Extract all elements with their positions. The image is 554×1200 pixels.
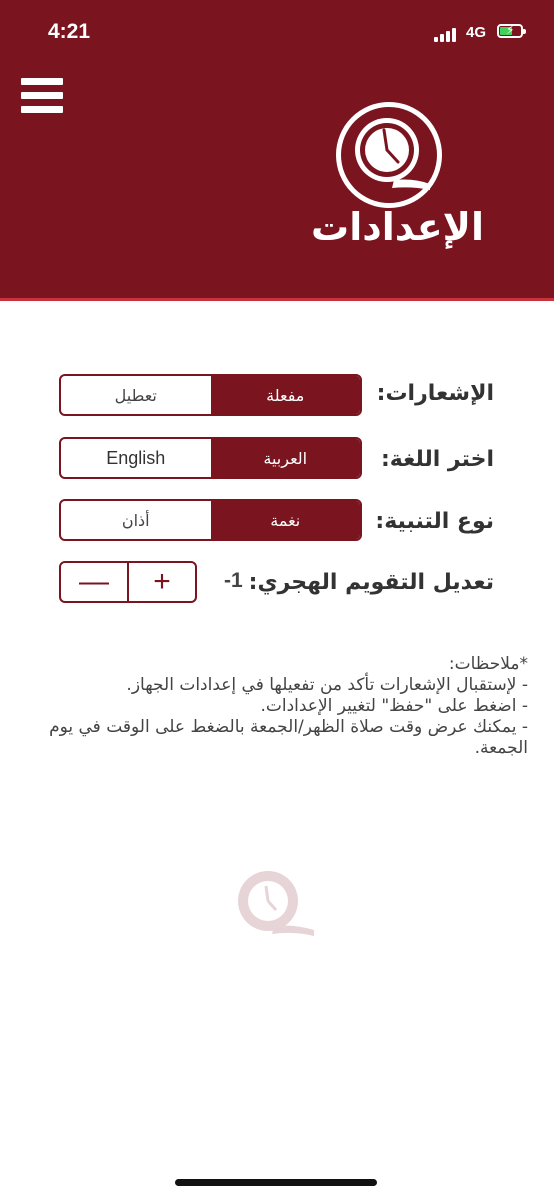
hijri-label: تعديل التقويم الهجري: (248, 570, 494, 595)
alert-tone-option[interactable]: نغمة (211, 501, 361, 539)
watermark-logo-icon (234, 868, 318, 938)
status-bar (0, 0, 554, 70)
notes (28, 654, 528, 759)
hijri-value: -1 (224, 569, 243, 592)
note-item: - اضغط على "حفظ" لتغيير الإعدادات. (260, 696, 528, 716)
language-arabic-option[interactable]: العربية (211, 439, 361, 477)
notes-title: *ملاحظات: (448, 654, 528, 674)
header (0, 0, 554, 301)
page-title: الإعدادات (311, 205, 484, 249)
signal-icon (434, 26, 462, 42)
clock-logo-icon (334, 100, 444, 210)
hijri-plus-button[interactable]: + (127, 563, 195, 601)
network-type: 4G (466, 24, 487, 41)
alert-adhan-option[interactable]: أذان (121, 510, 150, 530)
battery-icon: ⚡ (497, 24, 523, 38)
alert-type-toggle (59, 499, 362, 541)
hijri-stepper (59, 561, 197, 603)
notifications-label: الإشعارات: (376, 381, 494, 406)
hamburger-menu-icon[interactable] (21, 78, 63, 114)
note-item: - لإستقبال الإشعارات تأكد من تفعيلها في إعدادات الجهاز. (126, 675, 528, 695)
notifications-enable-option[interactable]: مفعلة (211, 376, 361, 414)
language-label: اختر اللغة: (380, 447, 494, 472)
notifications-toggle (59, 374, 362, 416)
notifications-disable-option[interactable]: تعطيل (114, 385, 157, 405)
note-item: - يمكنك عرض وقت صلاة الظهر/الجمعة بالضغط على الوقت في يوم الجمعة. (49, 717, 528, 758)
home-indicator[interactable] (175, 1179, 377, 1186)
hijri-minus-button[interactable]: — (79, 565, 109, 598)
alert-type-label: نوع التنبية: (375, 509, 494, 534)
language-toggle (59, 437, 362, 479)
language-english-option[interactable]: English (106, 447, 166, 468)
status-time: 4:21 (48, 20, 91, 43)
